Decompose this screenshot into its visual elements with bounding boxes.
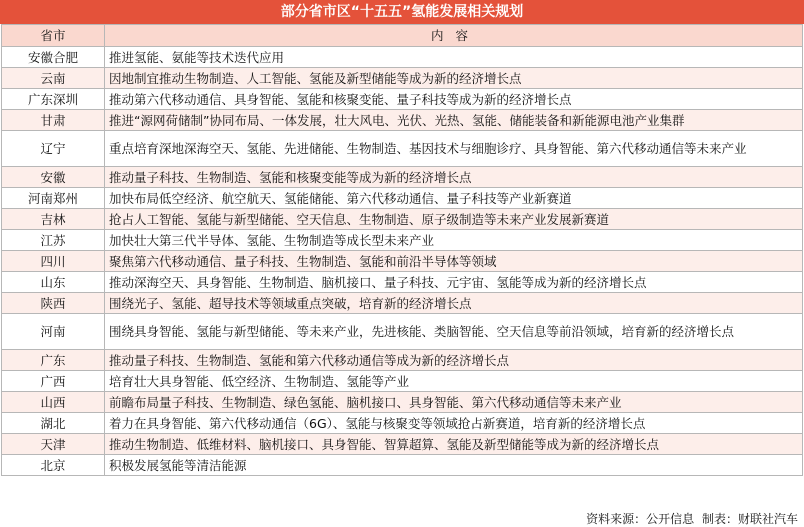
row-region: 安徽合肥: [2, 47, 105, 68]
table-row: [2, 89, 803, 110]
table-row: [2, 251, 803, 272]
table-row: [2, 47, 803, 68]
row-region: 吉林: [2, 209, 105, 230]
row-content: 推动深海空天、具身智能、生物制造、脑机接口、量子科技、元宇宙、氢能等成为新的经济增长点: [105, 272, 803, 293]
row-content: 推进“源网荷储制”协同布局、一体发展，壮大风电、光伏、光热、氢能、储能装备和新能源电池产业集群: [105, 110, 803, 131]
table-row: [2, 110, 803, 131]
table-row: [2, 131, 803, 167]
table-row: [2, 434, 803, 455]
row-content: 加快壮大第三代半导体、氢能、生物制造等成长型未来产业: [105, 230, 803, 251]
row-region: 天津: [2, 434, 105, 455]
table-row: [2, 455, 803, 476]
row-content: 因地制宜推动生物制造、人工智能、氢能及新型储能等成为新的经济增长点: [105, 68, 803, 89]
row-content: 围绕具身智能、氢能与新型储能、等未来产业，先进核能、类脑智能、空天信息等前沿领域，培育新的经济增长点: [105, 314, 803, 350]
row-content: 推动量子科技、生物制造、氢能和第六代移动通信等成为新的经济增长点: [105, 350, 803, 371]
row-region: 河南: [2, 314, 105, 350]
row-region: 山东: [2, 272, 105, 293]
row-region: 甘肃: [2, 110, 105, 131]
table-row: [2, 68, 803, 89]
row-content: 围绕光子、氢能、超导技术等领域重点突破，培育新的经济增长点: [105, 293, 803, 314]
table-row: [2, 167, 803, 188]
row-content: 培育壮大具身智能、低空经济、生物制造、氢能等产业: [105, 371, 803, 392]
row-content: 聚焦第六代移动通信、量子科技、生物制造、氢能和前沿半导体等领域: [105, 251, 803, 272]
row-region: 四川: [2, 251, 105, 272]
maker-note: 制表：财联社汽车: [701, 512, 798, 526]
row-region: 北京: [2, 455, 105, 476]
header-content: 内容: [105, 25, 803, 47]
row-content: 重点培育深地深海空天、氢能、先进储能、生物制造、基因技术与细胞诊疗、具身智能、第六代移动通信等未来产业: [105, 131, 803, 167]
table-row: [2, 314, 803, 350]
row-region: 湖北: [2, 413, 105, 434]
row-content: 推动量子科技、生物制造、氢能和核聚变能等成为新的经济增长点: [105, 167, 803, 188]
source-note: 资料来源：公开信息: [586, 512, 695, 526]
table-header-row: [2, 25, 803, 47]
footer-credits: [582, 510, 798, 527]
header-region: 省市: [2, 25, 105, 47]
row-content: 前瞻布局量子科技、生物制造、绿色氢能、脑机接口、具身智能、第六代移动通信等未来产业: [105, 392, 803, 413]
table-row: [2, 350, 803, 371]
row-content: 加快布局低空经济、航空航天、氢能储能、第六代移动通信、量子科技等产业新赛道: [105, 188, 803, 209]
row-region: 广东: [2, 350, 105, 371]
row-content: 推动生物制造、低维材料、脑机接口、具身智能、智算超算、氢能及新型储能等成为新的经济增长点: [105, 434, 803, 455]
table-row: [2, 293, 803, 314]
row-region: 云南: [2, 68, 105, 89]
row-region: 辽宁: [2, 131, 105, 167]
row-content: 积极发展氢能等清洁能源: [105, 455, 803, 476]
row-content: 抢占人工智能、氢能与新型储能、空天信息、生物制造、原子级制造等未来产业发展新赛道: [105, 209, 803, 230]
row-region: 广西: [2, 371, 105, 392]
row-content: 着力在具身智能、第六代移动通信（6G）、氢能与核聚变等领域抢占新赛道，培育新的经济增长点: [105, 413, 803, 434]
table-row: [2, 392, 803, 413]
row-region: 河南郑州: [2, 188, 105, 209]
table-row: [2, 230, 803, 251]
row-region: 陕西: [2, 293, 105, 314]
row-region: 江苏: [2, 230, 105, 251]
table-row: [2, 413, 803, 434]
row-content: 推进氢能、氨能等技术迭代应用: [105, 47, 803, 68]
table-title: 部分省市区“十五五”氢能发展相关规划: [0, 0, 804, 24]
row-region: 广东深圳: [2, 89, 105, 110]
row-region: 安徽: [2, 167, 105, 188]
plan-table: [1, 24, 803, 476]
row-region: 山西: [2, 392, 105, 413]
row-content: 推动第六代移动通信、具身智能、氢能和核聚变能、量子科技等成为新的经济增长点: [105, 89, 803, 110]
table-row: [2, 188, 803, 209]
table-row: [2, 209, 803, 230]
table-row: [2, 371, 803, 392]
table-row: [2, 272, 803, 293]
